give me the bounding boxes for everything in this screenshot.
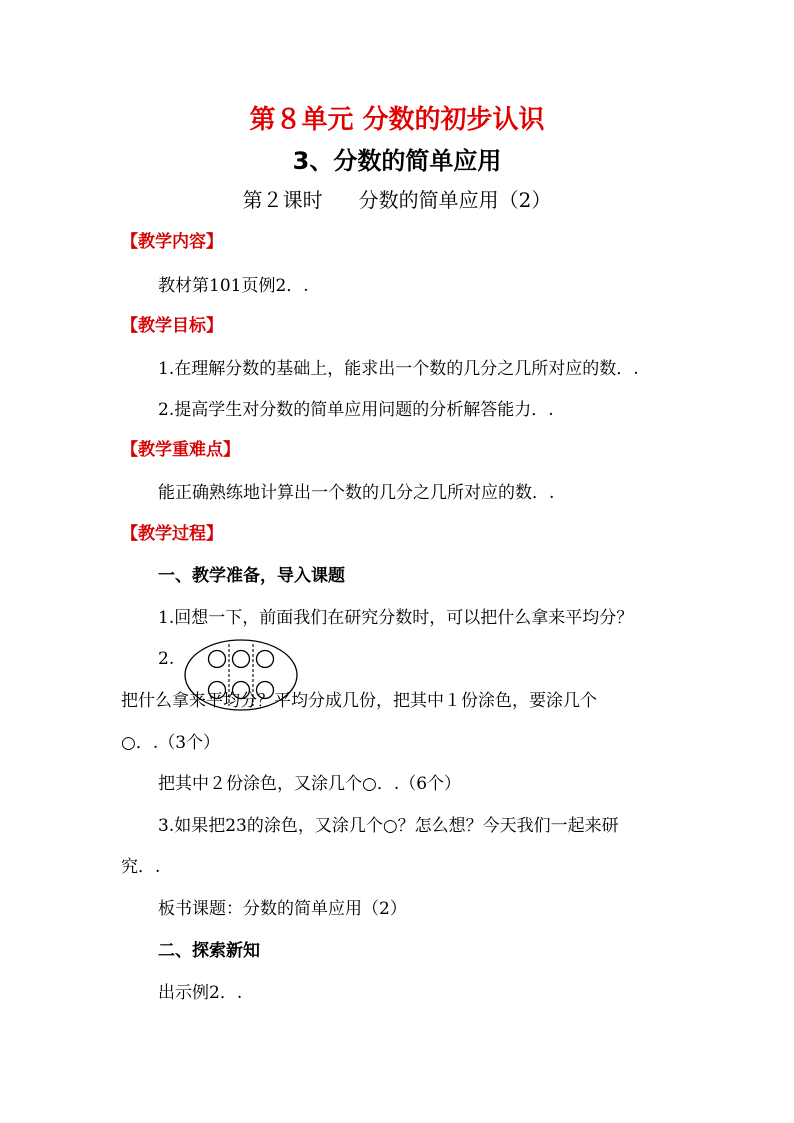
board-title: 板书课题：分数的简单应用（2） (158, 899, 407, 919)
question-1: 1.回想一下，前面我们在研究分数时，可以把什么拿来平均分？ (158, 608, 634, 628)
question-2-line1: 把什么拿来平均分？平均分成几份，把其中１份涂色，要涂几个 (121, 691, 597, 711)
period-title-line (0, 187, 794, 213)
unit-title: 第８单元 分数的初步认识 (249, 105, 545, 135)
section-heading-goals: 【教学目标】 (121, 316, 223, 336)
step1-heading: 一、教学准备，导入课题 (158, 566, 345, 586)
goal-1: 1.在理解分数的基础上，能求出一个数的几分之几所对应的数．. (158, 359, 639, 379)
circle-item (209, 651, 226, 668)
period-label: 第２课时 (242, 188, 323, 212)
question-3-line1: 3.如果把23的涂色，又涂几个○？怎么想？今天我们一起来研 (158, 816, 619, 836)
section-heading-process: 【教学过程】 (121, 524, 223, 544)
question-2-number: 2. (158, 649, 175, 669)
content-text: 教材第101页例2．. (158, 276, 309, 296)
circle-item (257, 651, 274, 668)
section-heading-key: 【教学重难点】 (121, 440, 240, 460)
question-2-line2: ○．.（3个） (121, 733, 221, 753)
key-text: 能正确熟练地计算出一个数的几分之几所对应的数．. (158, 483, 555, 503)
goal-2: 2.提高学生对分数的简单应用问题的分析解答能力．. (158, 400, 554, 420)
question-3-line2: 究．. (121, 857, 161, 877)
step2-heading: 二、探索新知 (158, 941, 260, 961)
section-heading-content: 【教学内容】 (121, 232, 223, 252)
circle-item (233, 651, 250, 668)
example-text: 出示例2．. (158, 983, 243, 1003)
lesson-title: 3、分数的简单应用 (292, 147, 502, 175)
question-2-line3: 把其中２份涂色，又涂几个○．.（6个） (158, 774, 462, 794)
period-title: 分数的简单应用（2） (358, 188, 552, 212)
